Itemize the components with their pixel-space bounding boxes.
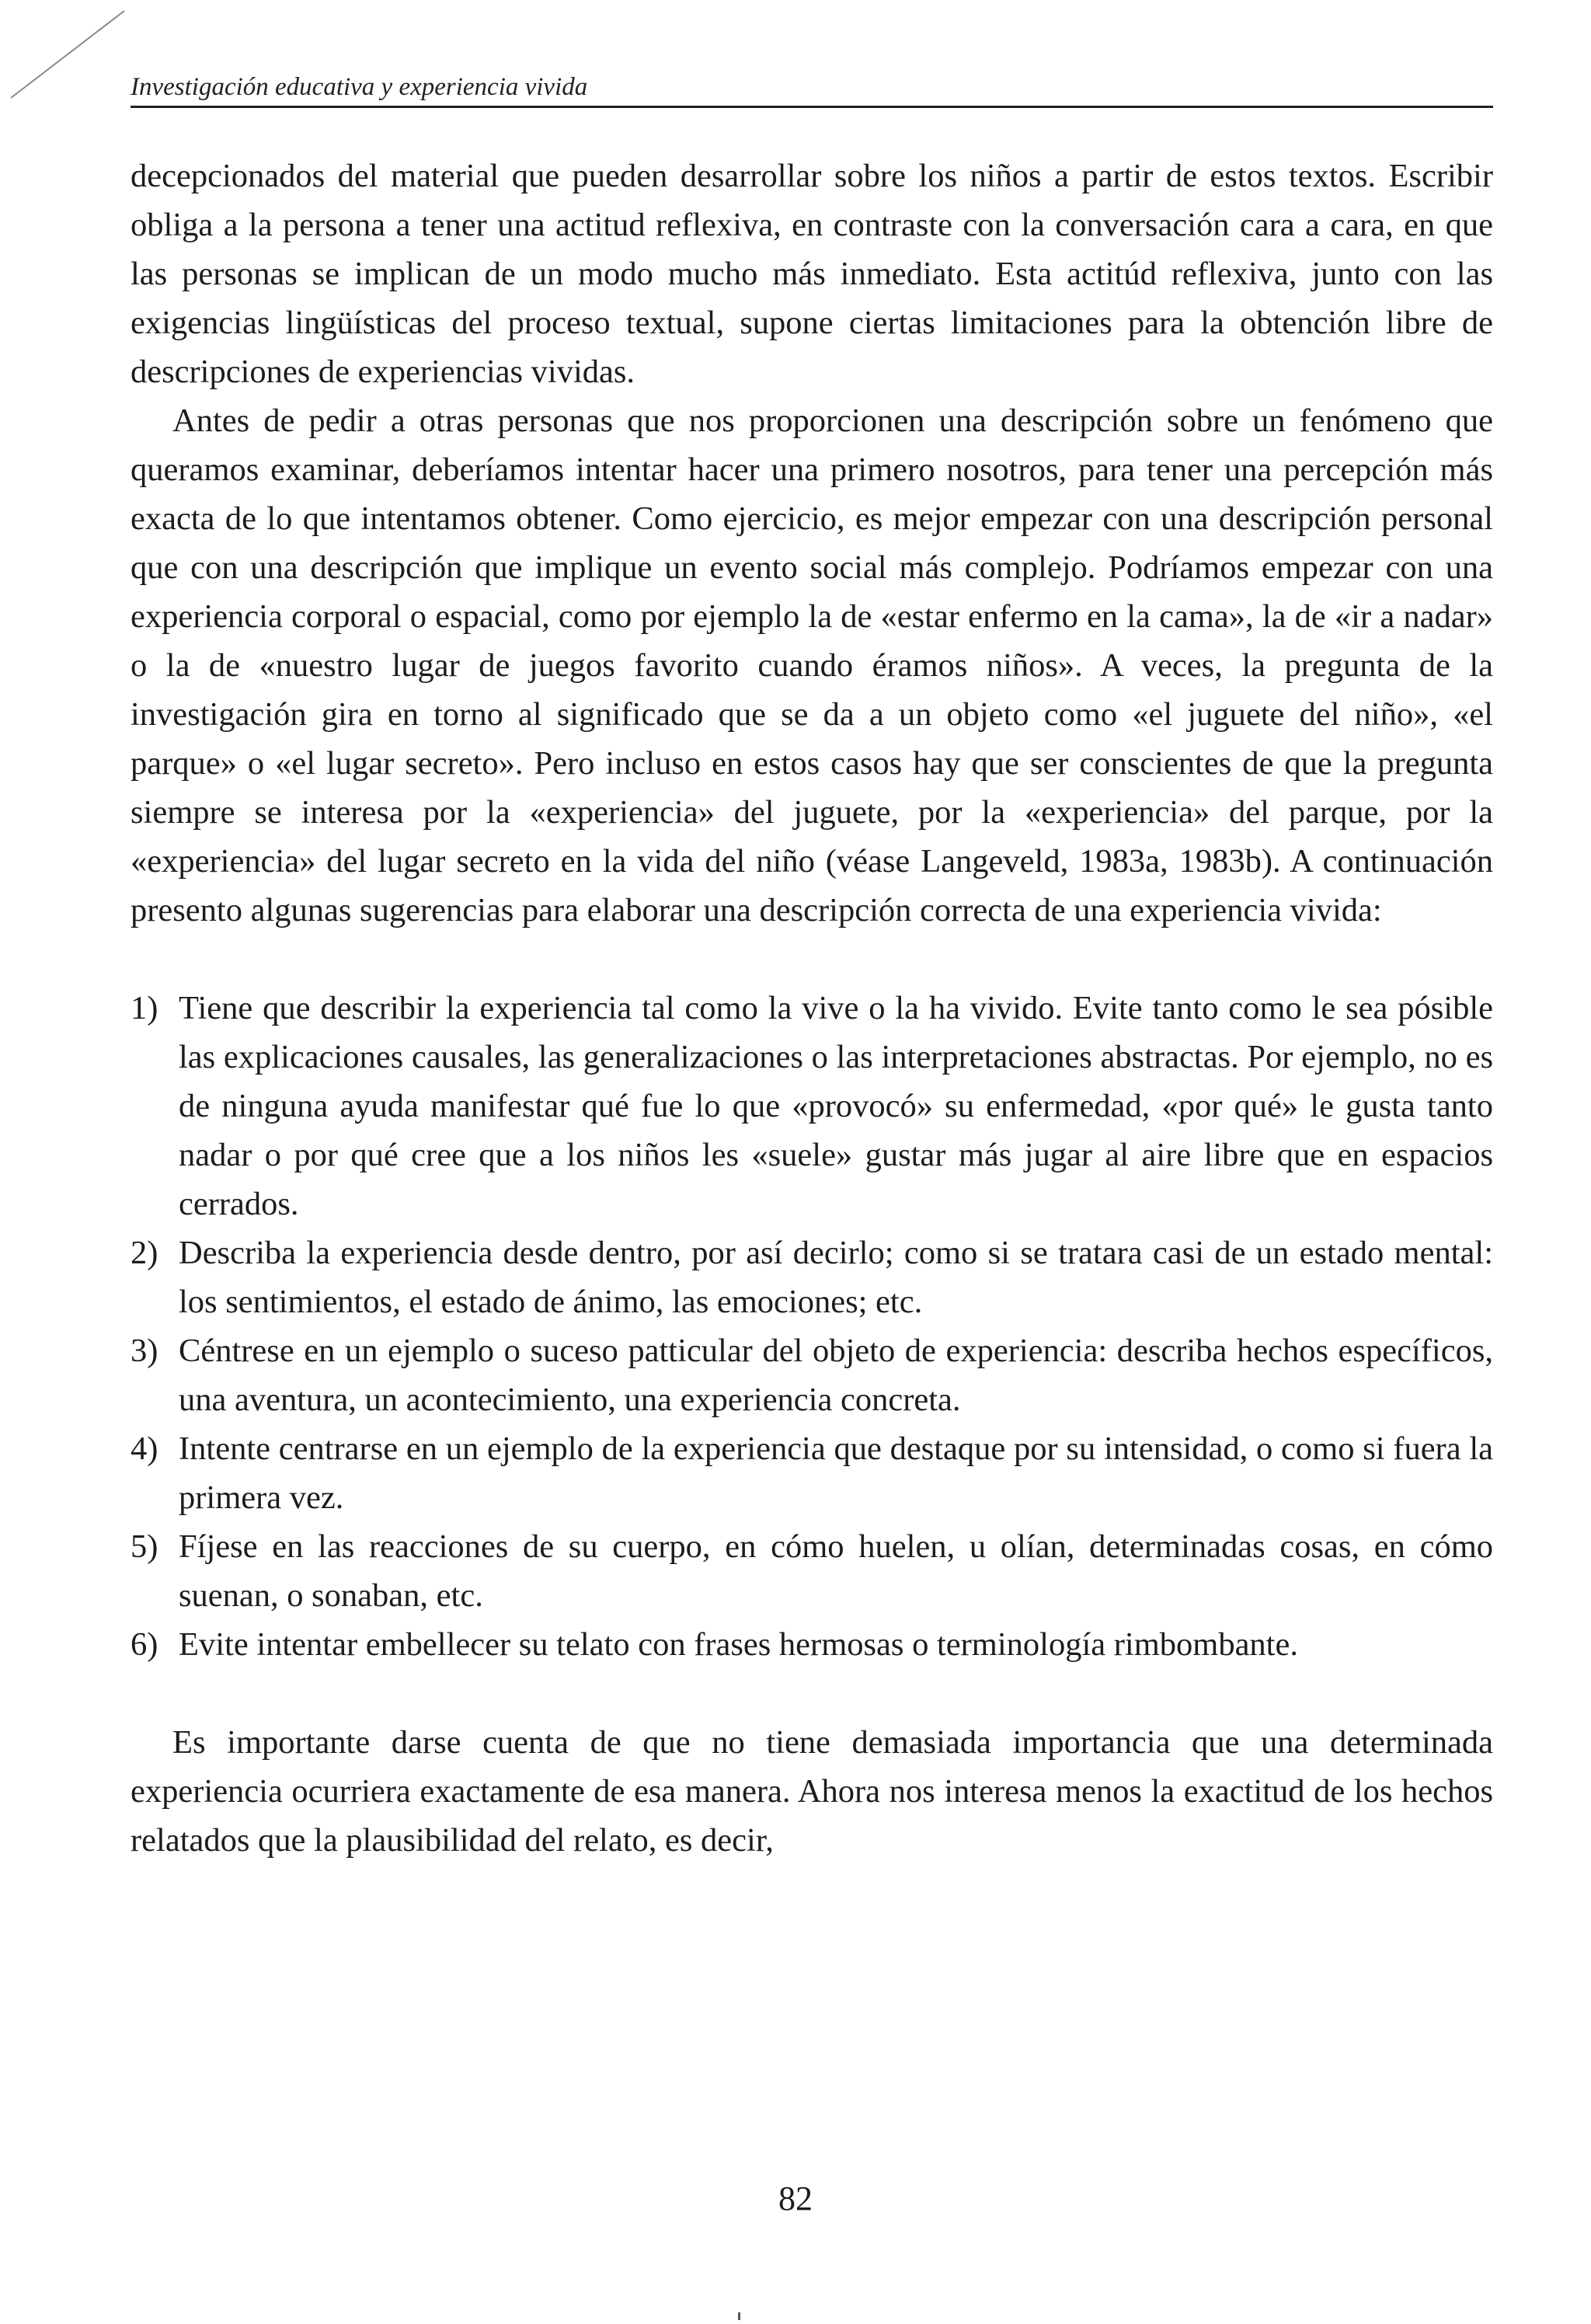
scan-mark	[738, 2312, 740, 2320]
list-item	[131, 1424, 1493, 1522]
list-item	[131, 1228, 1493, 1326]
list-item-text: Evite intentar embellecer su telato con frases hermosas o terminología rimbombante.	[179, 1626, 1298, 1663]
list-item-number: 6)	[131, 1626, 158, 1663]
paragraph-suggestions-intro: Antes de pedir a otras personas que nos proporcionen una descripción sobre un fenómeno que queramos examinar, deberíamos intentar hacer una primero nosotros, para tener una percepción más exacta de lo que intentamos obtener. Como ejercicio, es mejor empezar con una descripción personal que con una descripción que implique un evento social más complejo. Podríamos empezar con una experiencia corporal o espacial, como por ejemplo la de «estar enfermo en la cama», la de «ir a nadar» o la de «nuestro lugar de juegos favorito cuando éramos niños». A veces, la pregunta de la investigación gira en torno al significado que se da a un objeto como «el juguete del niño», «el parque» o «el lugar secreto». Pero incluso en estos casos hay que ser conscientes de que la pregunta siempre se interesa por la «experiencia» del juguete, por la «experiencia» del parque, por la «experiencia» del lugar secreto en la vida del niño (véase Langeveld, 1983a, 1983b). A continuación presento algunas sugerencias para elaborar una descripción correcta de una experiencia vivida:	[131, 402, 1493, 929]
running-header: Investigación educativa y experiencia vivida	[131, 73, 588, 101]
list-item	[131, 1620, 1493, 1669]
list-item-text: Céntrese en un ejemplo o suceso patticular del objeto de experiencia: describa hechos específicos, una aventura, un acontecimiento, una experiencia concreta.	[179, 1333, 1493, 1418]
list-item-text: Fíjese en las reacciones de su cuerpo, en cómo huelen, u olían, determinadas cosas, en cómo suenan, o sonaban, etc.	[179, 1528, 1493, 1614]
list-item-number: 3)	[131, 1333, 158, 1369]
list-item	[131, 1326, 1493, 1424]
page-number: 82	[778, 2179, 813, 2218]
list-item-number: 4)	[131, 1430, 158, 1467]
paragraph-plausibility: Es importante darse cuenta de que no tiene demasiada importancia que una determinada experiencia ocurriera exactamente de esa manera. Ahora nos interesa menos la exactitud de los hechos relatados que la plausibilidad del relato, es decir,	[131, 1724, 1493, 1859]
corner-pencil-mark	[8, 8, 132, 101]
list-item-text: Describa la experiencia desde dentro, por así decirlo; como si se tratara casi de un estado mental: los sentimientos, el estado de ánimo, las emociones; etc.	[179, 1235, 1493, 1320]
suggestions-list	[131, 984, 1493, 1669]
list-item-number: 5)	[131, 1528, 158, 1565]
page-body	[131, 152, 1493, 1865]
list-item-text: Tiene que describir la experiencia tal como la vive o la ha vivido. Evite tanto como le sea pósible las explicaciones causales, las generalizaciones o las interpretaciones abstractas. Por ejemplo, no es de ninguna ayuda manifestar qué fue lo que «provocó» su enfermedad, «por qué» le gusta tanto nadar o por qué cree que a los niños les «suele» gustar más jugar al aire libre que en espacios cerrados.	[179, 990, 1493, 1222]
list-item-number: 1)	[131, 990, 158, 1026]
list-item-text: Intente centrarse en un ejemplo de la experiencia que destaque por su intensidad, o como si fuera la primera vez.	[179, 1430, 1493, 1516]
list-item	[131, 984, 1493, 1228]
list-item-number: 2)	[131, 1235, 158, 1271]
list-item	[131, 1522, 1493, 1620]
paragraph-continued: decepcionados del material que pueden desarrollar sobre los niños a partir de estos textos. Escribir obliga a la persona a tener una actitud reflexiva, en contraste con la conversación cara a cara, en que las personas se implican de un modo mucho más inmediato. Esta actitúd reflexiva, junto con las exigencias lingüísticas del proceso textual, supone ciertas limitaciones para la obtención libre de descripciones de experiencias vividas.	[131, 158, 1493, 390]
header-rule	[131, 106, 1493, 108]
